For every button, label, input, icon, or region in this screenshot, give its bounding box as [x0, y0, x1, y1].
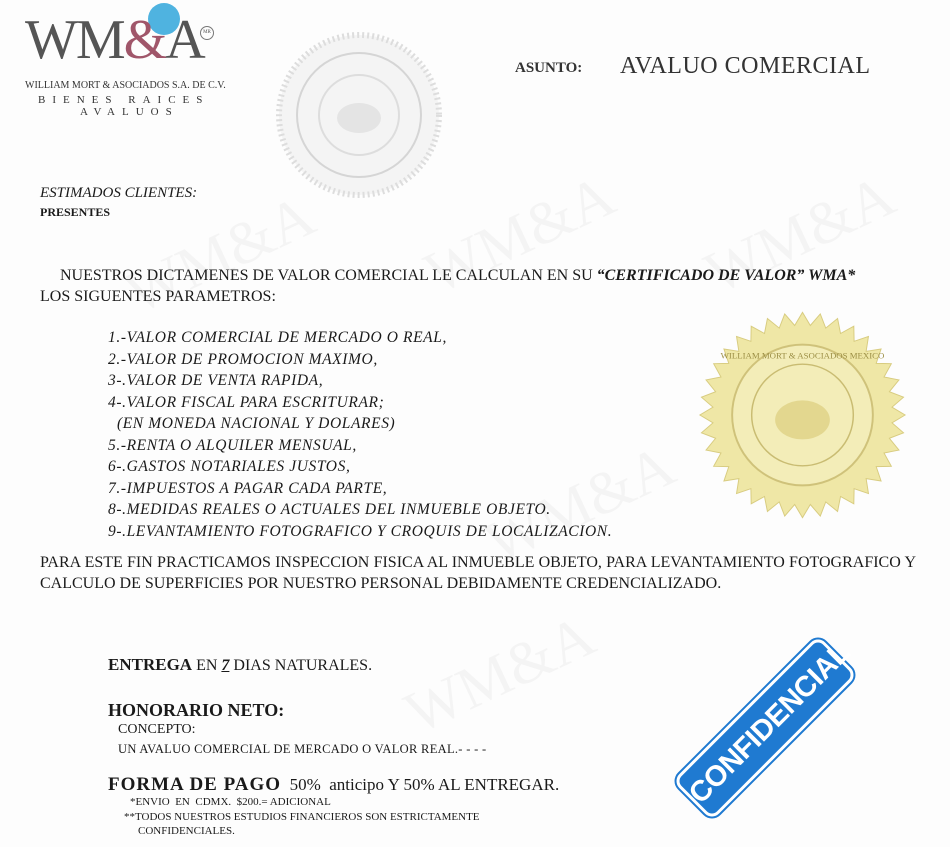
- gold-seal-text: WILLIAM MORT & ASOCIADOS MEXICO: [720, 350, 885, 361]
- delivery-post: DIAS NATURALES.: [229, 657, 373, 674]
- list-item: 1.-VALOR COMERCIAL DE MERCADO O REAL,: [108, 329, 447, 346]
- note-shipping: *ENVIO EN CDMX. $200.= ADICIONAL: [130, 796, 331, 808]
- delivery-days: 7: [221, 657, 230, 674]
- intro-text: NUESTROS DICTAMENES DE VALOR COMERCIAL LE CALCULAN EN SU: [60, 267, 597, 284]
- intro-emphasis: “CERTIFICADO DE VALOR” WMA*: [596, 267, 856, 284]
- firm-name: WILLIAM MORT & ASOCIADOS S.A. DE C.V.: [25, 80, 226, 91]
- list-item: 7.-IMPUESTOS A PAGAR CADA PARTE,: [108, 479, 388, 497]
- list-item: (EN MONEDA NACIONAL Y DOLARES): [108, 415, 396, 432]
- parameters-list: [108, 327, 612, 542]
- intro-tail: LOS SIGUENTES PARAMETROS:: [40, 288, 276, 305]
- company-logo: WM&A: [25, 9, 204, 71]
- list-item: 8-.MEDIDAS REALES O ACTUALES DEL INMUEBLE OBJETO.: [108, 501, 551, 518]
- embossed-seal-icon: [272, 30, 447, 200]
- list-item: 4-.VALOR FISCAL PARA ESCRITURAR;: [108, 393, 385, 411]
- note-confidential: **TODOS NUESTROS ESTUDIOS FINANCIEROS SON ESTRICTAMENTE: [124, 811, 480, 823]
- firm-line-1: BIENES RAICES: [38, 94, 210, 106]
- list-item: 5.-RENTA O ALQUILER MENSUAL,: [108, 436, 357, 454]
- note-confidential-cont: CONFIDENCIALES.: [138, 825, 235, 837]
- inspection-paragraph: PARA ESTE FIN PRACTICAMOS INSPECCION FISICA AL INMUEBLE OBJETO, PARA LEVANTAMIENTO FOTOGRAFICO Y CALCULO DE SUPERFICIES POR NUESTRO PERSONAL DEBIDAMENTE CREDENCIALIZADO.: [40, 554, 916, 592]
- payment-line: [108, 774, 559, 796]
- payment-text: 50% anticipo Y 50% AL ENTREGAR.: [281, 775, 560, 794]
- concept-label: CONCEPTO:: [118, 722, 196, 737]
- list-item: 6-.GASTOS NOTARIALES JUSTOS,: [108, 458, 351, 475]
- gold-seal-icon: [695, 300, 910, 530]
- payment-label: FORMA DE PAGO: [108, 774, 282, 795]
- delivery-line: [108, 655, 372, 675]
- delivery-label: ENTREGA: [108, 655, 193, 674]
- greeting: ESTIMADOS CLIENTES:: [40, 185, 198, 201]
- watermark: [395, 601, 605, 748]
- confidential-stamp: CONFIDENCIAL: [672, 635, 857, 820]
- list-item: 9-.LEVANTAMIENTO FOTOGRAFICO Y CROQUIS DE LOCALIZACION.: [108, 522, 613, 540]
- delivery-pre: EN: [192, 657, 222, 674]
- list-item: 2.-VALOR DE PROMOCION MAXIMO,: [108, 350, 378, 368]
- presentes: PRESENTES: [40, 205, 111, 219]
- firm-line-2: AVALUOS: [80, 106, 179, 118]
- registered-mark: MR: [200, 26, 214, 40]
- subject-label: ASUNTO:: [515, 60, 583, 76]
- fee-heading: HONORARIO NETO:: [108, 700, 285, 720]
- subject-value: AVALUO COMERCIAL: [620, 53, 871, 79]
- concept-value: UN AVALUO COMERCIAL DE MERCADO O VALOR REAL.- - - -: [118, 742, 487, 756]
- list-item: 3-.VALOR DE VENTA RAPIDA,: [108, 372, 324, 389]
